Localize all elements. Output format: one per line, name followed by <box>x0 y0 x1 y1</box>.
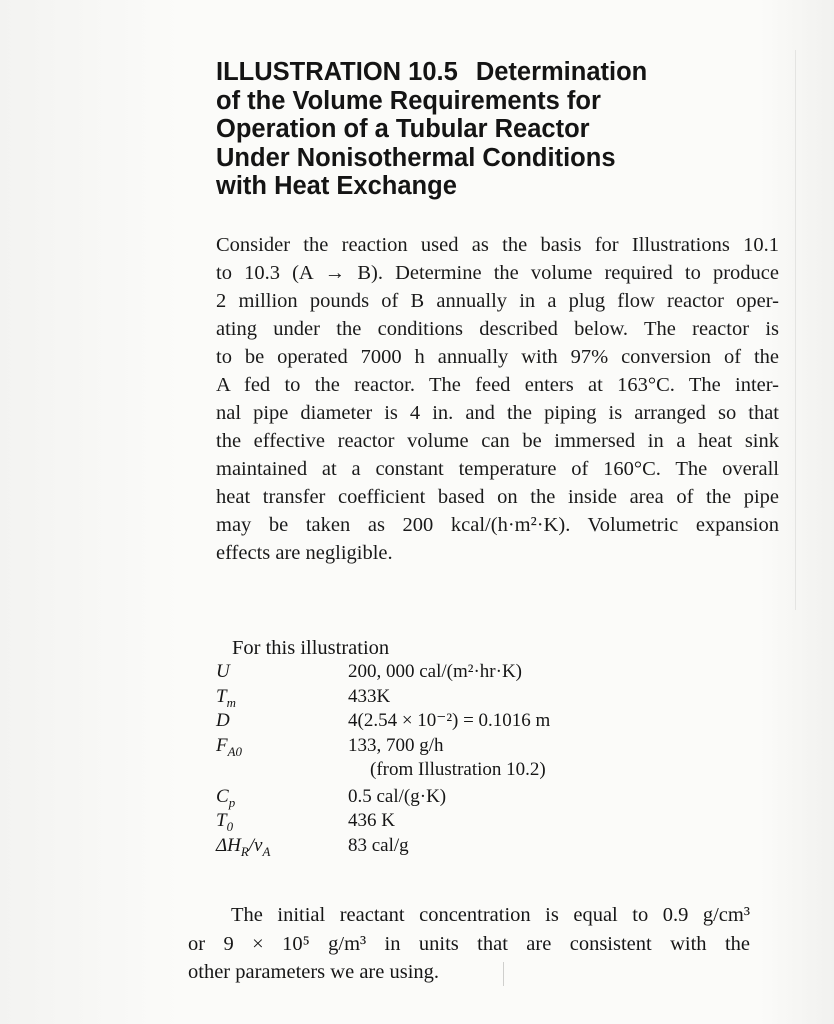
param-symbol: U <box>216 661 230 682</box>
text-cursor <box>503 962 504 986</box>
problem-line-11: may be taken as 200 kcal/(h·m²·K). Volumetric expansion <box>216 514 779 536</box>
problem-line-8: the effective reactor volume can be immersed in a heat sink <box>216 430 779 452</box>
param-row-u <box>216 660 636 685</box>
problem-line-9: maintained at a constant temperature of 160°C. The overall <box>216 458 779 480</box>
param-value: 433K <box>348 685 391 707</box>
parameters-table <box>216 660 636 858</box>
fa0-source-note: (from Illustration 10.2) <box>370 759 546 780</box>
heading-title-line-4: Under Nonisothermal Conditions <box>216 143 616 172</box>
heading-title-line-2: of the Volume Requirements for <box>216 86 601 115</box>
param-value: 133, 700 g/h <box>348 734 444 756</box>
initial-concentration-note <box>188 901 750 987</box>
param-symbol: $T_m$ <box>216 685 236 710</box>
param-value: 200, 000 cal/(m²·hr·K) <box>348 661 523 682</box>
problem-line-6: A fed to the reactor. The feed enters at 163°C. The inter- <box>216 374 779 396</box>
problem-line-1: Consider the reaction used as the basis for Illustrations 10.1 <box>216 234 779 256</box>
illustration-heading <box>216 58 796 201</box>
param-row-t0 <box>216 809 636 834</box>
problem-line-10: heat transfer coefficient based on the inside area of the pipe <box>216 486 779 508</box>
closing-line-1: The initial reactant concentration is equal to 0.9 g/cm³ <box>231 904 750 926</box>
problem-line-12: effects are negligible. <box>216 542 393 564</box>
param-symbol: $T_0$ <box>216 810 234 834</box>
closing-line-3: other parameters we are using. <box>188 961 440 983</box>
param-row-tm <box>216 685 636 710</box>
problem-line-7: nal pipe diameter is 4 in. and the piping is arranged so that <box>216 402 779 424</box>
problem-line-5: to be operated 7000 h annually with 97% conversion of the <box>216 346 779 368</box>
heading-title-line-3: Operation of a Tubular Reactor <box>216 115 590 143</box>
param-value: 436 K <box>348 810 395 831</box>
param-row-fa0 <box>216 734 636 759</box>
heading-title-line-1: Determination <box>475 58 648 86</box>
problem-line-3: 2 million pounds of B annually in a plug flow reactor oper- <box>216 290 779 312</box>
problem-line-2: to 10.3 (A → B). Determine the volume required to produce <box>216 262 779 284</box>
parameters-title: For this illustration <box>232 637 390 659</box>
heading-title-line-5: with Heat Exchange <box>216 172 457 200</box>
illustration-label: ILLUSTRATION 10.5 <box>216 58 458 86</box>
param-symbol: $\Delta H_R/\nu_A$ <box>216 834 271 859</box>
param-symbol: $C_p$ <box>216 785 236 810</box>
param-value: 0.5 cal/(g·K) <box>348 785 447 807</box>
param-row-cp <box>216 785 636 810</box>
param-symbol: D <box>216 710 230 731</box>
problem-line-4: ating under the conditions described below. The reactor is <box>216 318 779 340</box>
param-value: 4(2.54 × 10⁻²) = 0.1016 m <box>348 710 551 731</box>
param-symbol: $F_{A0}$ <box>216 734 242 759</box>
param-value: 83 cal/g <box>348 834 409 856</box>
closing-line-2: or 9 × 10⁵ g/m³ in units that are consistent with the <box>188 932 750 955</box>
problem-statement <box>216 231 779 567</box>
param-row-heat-of-reaction <box>216 834 636 859</box>
param-row-d <box>216 709 636 734</box>
